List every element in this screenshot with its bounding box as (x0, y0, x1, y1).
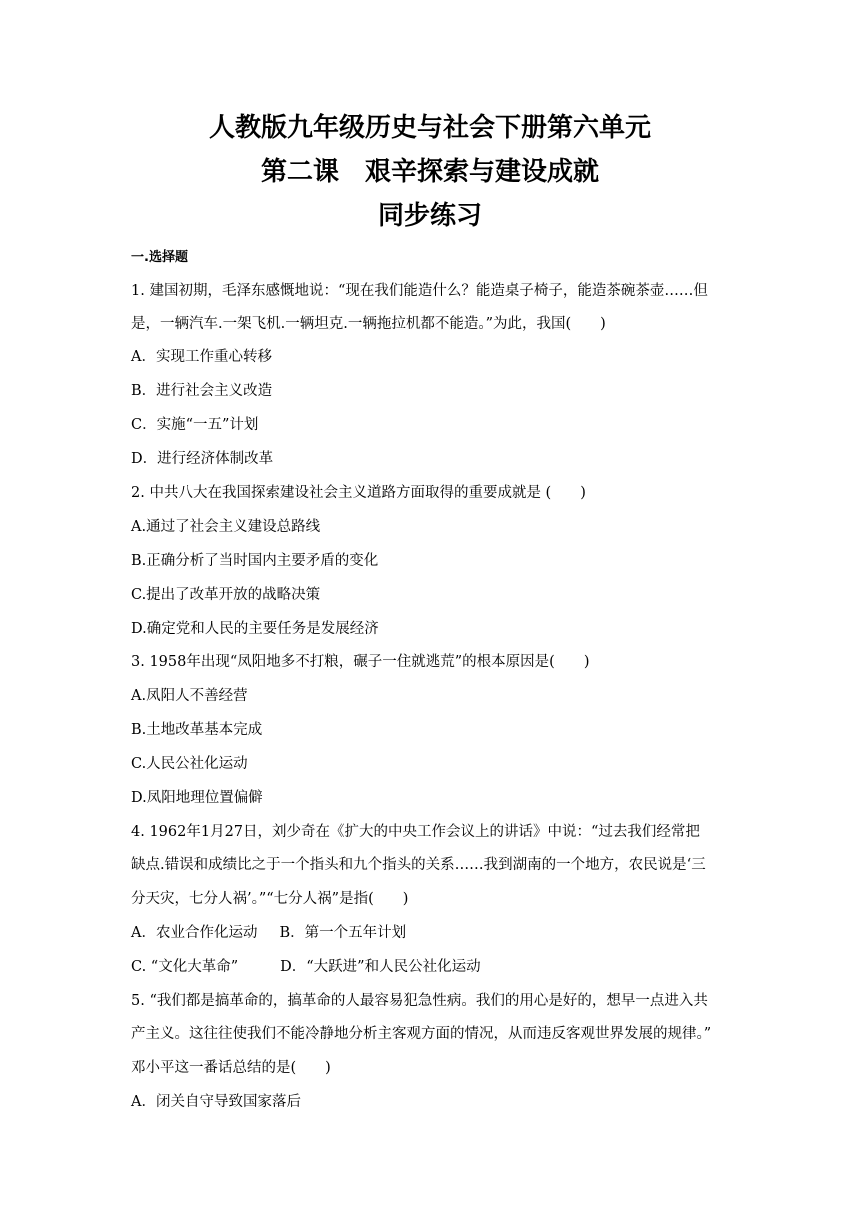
answer-option: A.通过了社会主义建设总路线 (131, 519, 321, 535)
answer-option: A.凤阳人不善经营 (131, 688, 248, 704)
answer-option: C．实施“一五”计划 (131, 417, 259, 433)
answer-option: B．进行社会主义改造 (131, 383, 273, 399)
question-stem-line: 2. 中共八大在我国探索建设社会主义道路方面取得的重要成就是 ( ) (131, 485, 586, 501)
question-stem-line: 4. 1962年1月27日，刘少奇在《扩大的中央工作会议上的讲话》中说：“过去我们经常把 (131, 824, 700, 840)
answer-option: A．闭关自守导致国家落后 (131, 1094, 301, 1110)
question-stem-line: 缺点.错误和成绩比之于一个指头和九个指头的关系……我到湖南的一个地方，农民说是‘三 (131, 857, 706, 873)
question-stem-line: 邓小平这一番话总结的是( ) (131, 1060, 331, 1076)
question-stem-line: 产主义。这往往使我们不能冷静地分析主客观方面的情况，从而违反客观世界发展的规律。” (131, 1026, 712, 1042)
question-stem-line: 3. 1958年出现“凤阳地多不打粮，碾子一住就逃荒”的根本原因是( ) (131, 654, 590, 670)
document-title: 人教版九年级历史与社会下册第六单元 (208, 113, 651, 143)
question-stem-line: 1. 建国初期，毛泽东感慨地说：“现在我们能造什么？能造桌子椅子，能造茶碗茶壶……但 (131, 283, 708, 299)
answer-option-row (131, 958, 481, 976)
section-heading: 一.选择题 (131, 250, 188, 265)
answer-option: D.凤阳地理位置偏僻 (131, 790, 263, 806)
question-stem-line: 5. “我们都是搞革命的，搞革命的人最容易犯急性病。我们的用心是好的，想早一点进入共 (131, 993, 708, 1009)
answer-option: D．进行经济体制改革 (131, 451, 274, 467)
answer-option: C. “文化大革命” (131, 959, 239, 975)
answer-option-row (131, 924, 406, 942)
answer-option: A．实现工作重心转移 (131, 349, 272, 365)
exercise-title: 同步练习 (377, 201, 482, 231)
answer-option: D.确定党和人民的主要任务是发展经济 (131, 621, 379, 637)
lesson-title: 第二课 艰辛探索与建设成就 (260, 157, 599, 187)
answer-option: B．第一个五年计划 (279, 925, 407, 941)
question-stem-line: 是，一辆汽车.一架飞机.一辆坦克.一辆拖拉机都不能造。”为此，我国( ) (131, 316, 606, 332)
answer-option: C.提出了改革开放的战略决策 (131, 587, 321, 603)
answer-option: D．“大跃进”和人民公社化运动 (280, 959, 481, 975)
answer-option: A．农业合作化运动 (131, 925, 258, 941)
question-stem-line: 分天灾，七分人祸’。”“七分人祸”是指( ) (131, 891, 409, 907)
answer-option: B.正确分析了当时国内主要矛盾的变化 (131, 553, 379, 569)
answer-option: B.土地改革基本完成 (131, 722, 263, 738)
answer-option: C.人民公社化运动 (131, 756, 248, 772)
